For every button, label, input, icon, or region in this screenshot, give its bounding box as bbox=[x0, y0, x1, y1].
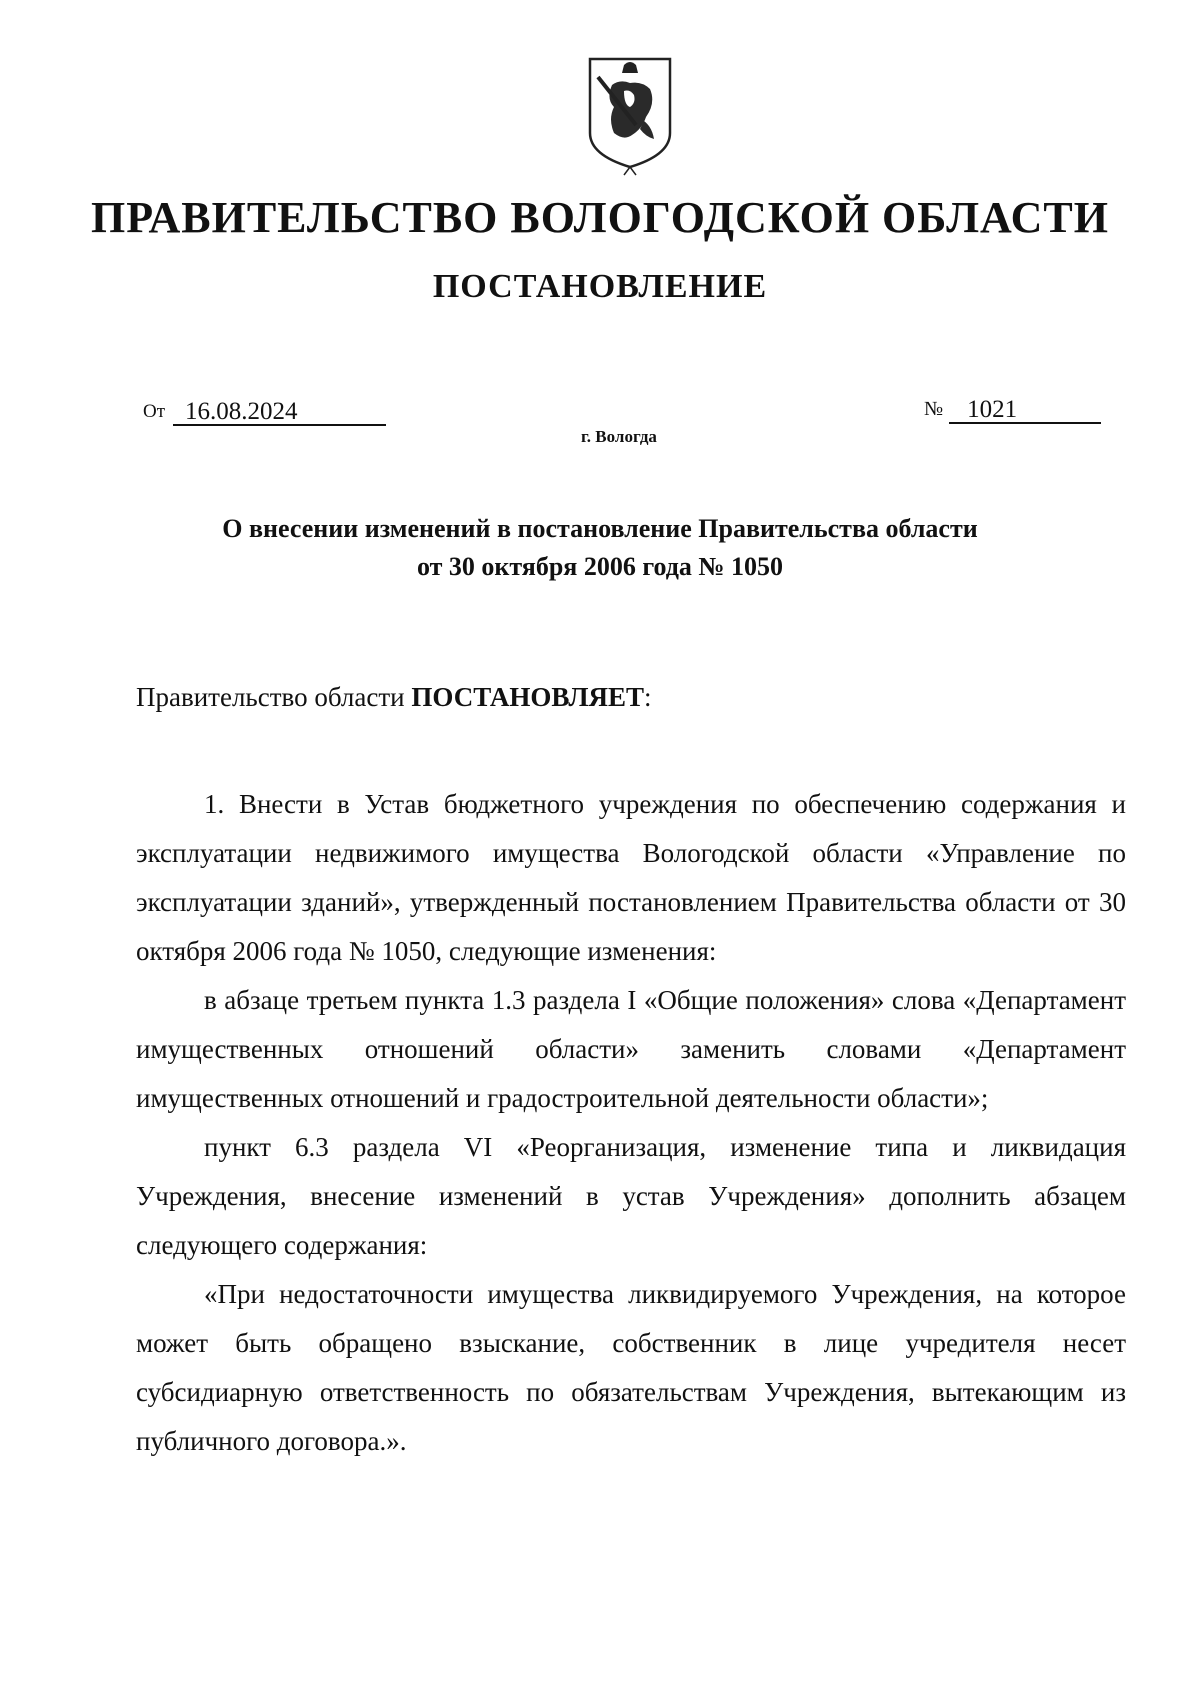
body-paragraph: в абзаце третьем пункта 1.3 раздела I «Общие положения» слова «Департамент имущественных отношений области» заменить словами «Департамент имущественных отношений и градостроительной деятельности области»; bbox=[136, 985, 1126, 1113]
body-paragraph: пункт 6.3 раздела VI «Реорганизация, изменение типа и ликвидация Учреждения, внесение изменений в устав Учреждения» дополнить абзацем следующего содержания: bbox=[136, 1132, 1126, 1260]
preamble-text: Правительство области bbox=[136, 682, 412, 712]
document-number bbox=[924, 394, 1101, 424]
preamble-colon: : bbox=[643, 682, 652, 712]
subject-line-1: О внесении изменений в постановление Правительства области bbox=[222, 514, 978, 543]
number-underline bbox=[949, 394, 1101, 424]
date-label: От bbox=[143, 401, 166, 422]
number-label: № bbox=[924, 398, 944, 420]
document-date bbox=[143, 396, 386, 426]
organization-title: ПРАВИТЕЛЬСТВО ВОЛОГОДСКОЙ ОБЛАСТИ bbox=[91, 193, 1109, 242]
preamble bbox=[136, 682, 652, 713]
date-underline bbox=[173, 396, 386, 426]
date-value: 16.08.2024 bbox=[185, 398, 298, 425]
preamble-emphasis: ПОСТАНОВЛЯЕТ bbox=[411, 682, 644, 712]
coat-of-arms-icon bbox=[584, 55, 676, 177]
number-value: 1021 bbox=[967, 396, 1018, 423]
document-body bbox=[136, 780, 1126, 1466]
body-paragraph: «При недостаточности имущества ликвидируемого Учреждения, на которое может быть обращено взыскание, собственник в лице учредителя несет субсидиарную ответственность по обязательствам Учреждения, вытекающим из публичного договора.». bbox=[136, 1279, 1126, 1456]
subject-line-2: от 30 октября 2006 года № 1050 bbox=[416, 552, 784, 581]
document-subject bbox=[0, 510, 1200, 586]
city-name: г. Вологда bbox=[581, 427, 657, 446]
document-type: ПОСТАНОВЛЕНИЕ bbox=[432, 268, 768, 305]
body-paragraph: 1. Внести в Устав бюджетного учреждения по обеспечению содержания и эксплуатации недвижимого имущества Вологодской области «Управление по эксплуатации зданий», утвержденный постановлением Правительства области от 30 октября 2006 года № 1050, следующие изменения: bbox=[136, 789, 1126, 966]
